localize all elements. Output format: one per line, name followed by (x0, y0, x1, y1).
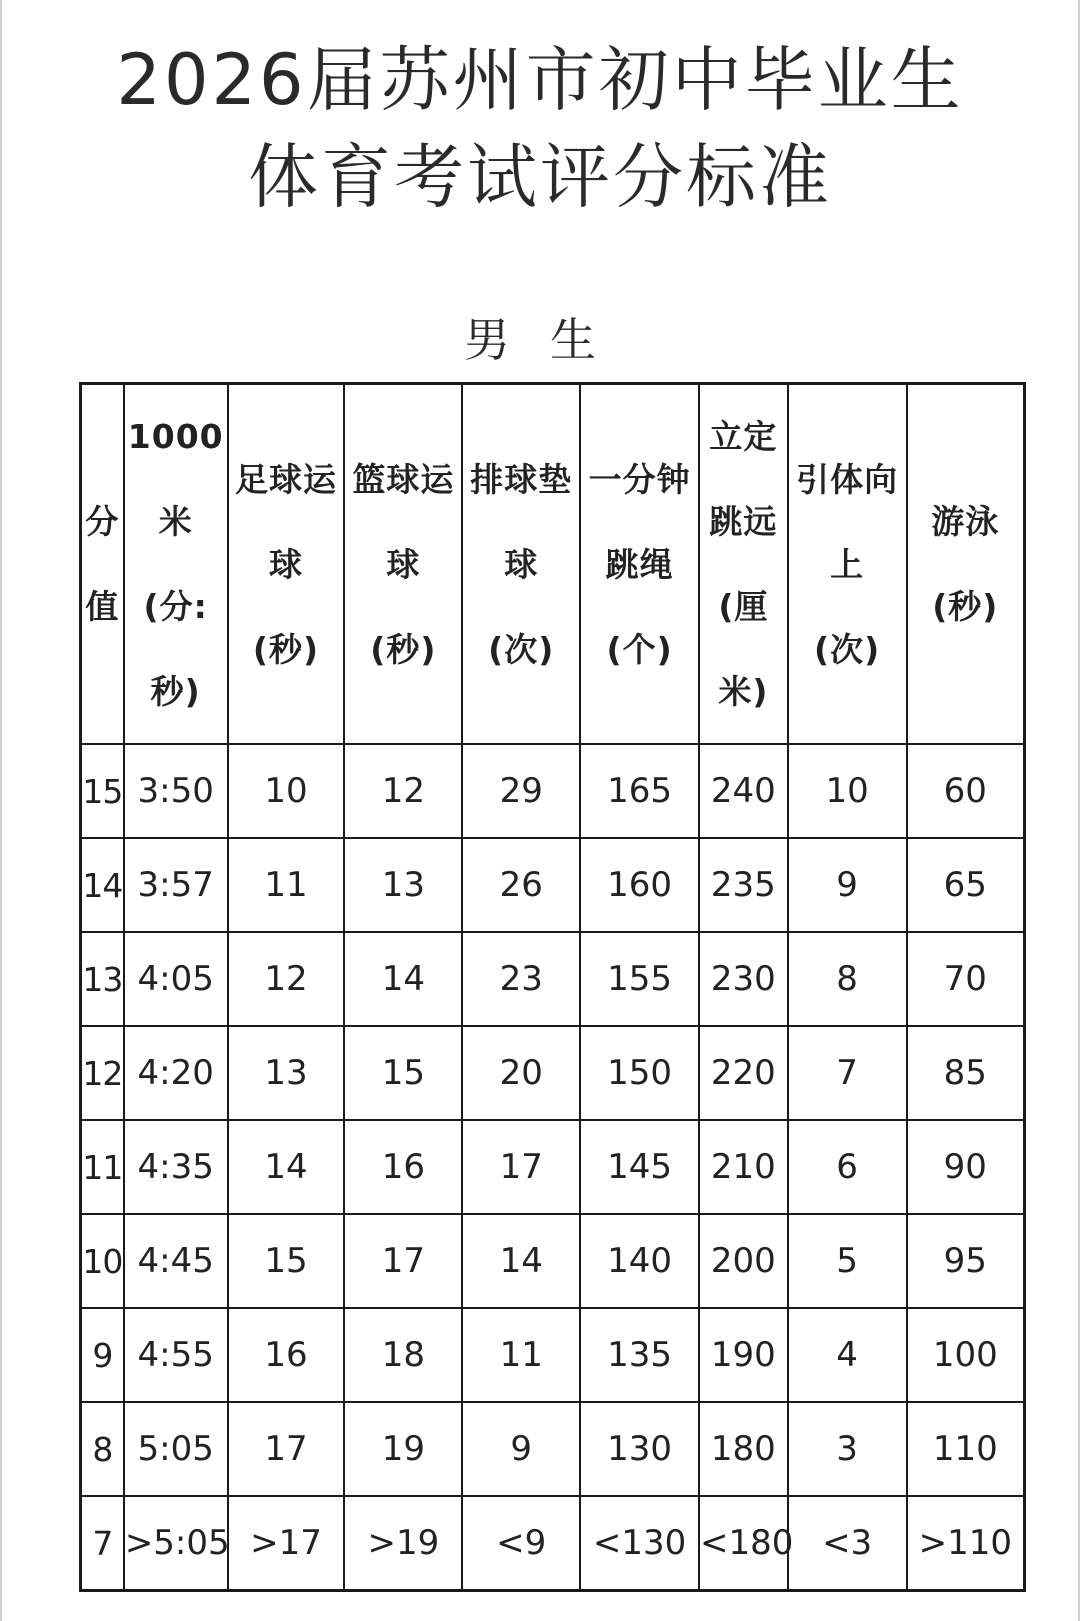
table-cell: 100 (907, 1308, 1025, 1402)
table-cell: 150 (580, 1026, 699, 1120)
table-cell: 17 (228, 1402, 345, 1496)
section-subtitle: 男生 (464, 313, 636, 367)
table-cell: 15 (228, 1214, 345, 1308)
table-cell: >17 (228, 1496, 345, 1591)
table-cell: 7 (81, 1496, 124, 1591)
table-cell: <3 (788, 1496, 907, 1591)
table-cell: 4 (788, 1308, 907, 1402)
table-cell: 4:20 (124, 1026, 228, 1120)
table-cell: 12 (344, 744, 462, 838)
table-cell: 130 (580, 1402, 699, 1496)
table-row (81, 932, 1025, 1026)
table-cell: 10 (788, 744, 907, 838)
table-cell: 17 (462, 1120, 580, 1214)
table-cell: 60 (907, 744, 1025, 838)
table-cell: 110 (907, 1402, 1025, 1496)
table-cell: 145 (580, 1120, 699, 1214)
header-volleyball-bump: 排球垫 球 (次) (462, 384, 580, 745)
table-cell: 14 (462, 1214, 580, 1308)
table-cell: 15 (344, 1026, 462, 1120)
table-cell: 85 (907, 1026, 1025, 1120)
table-cell: 4:05 (124, 932, 228, 1026)
table-cell: 13 (228, 1026, 345, 1120)
table-header-row (81, 384, 1025, 745)
header-score: 分 值 (81, 384, 124, 745)
table-cell: 8 (788, 932, 907, 1026)
table-cell: 17 (344, 1214, 462, 1308)
table-row (81, 1308, 1025, 1402)
table-cell: <9 (462, 1496, 580, 1591)
table-cell: <130 (580, 1496, 699, 1591)
table-row (81, 838, 1025, 932)
table-cell: 12 (81, 1026, 124, 1120)
table-cell: 12 (228, 932, 345, 1026)
table-cell: 14 (81, 838, 124, 932)
table-cell: 20 (462, 1026, 580, 1120)
table-cell: 65 (907, 838, 1025, 932)
table-cell: 165 (580, 744, 699, 838)
table-cell: 9 (462, 1402, 580, 1496)
table-cell: 200 (699, 1214, 788, 1308)
table-cell: 180 (699, 1402, 788, 1496)
table-cell: 90 (907, 1120, 1025, 1214)
table-cell: 26 (462, 838, 580, 932)
table-cell: 5:05 (124, 1402, 228, 1496)
table-cell: 9 (81, 1308, 124, 1402)
table-cell: 18 (344, 1308, 462, 1402)
table-cell: 11 (462, 1308, 580, 1402)
header-1000m: 1000 米 (分: 秒) (124, 384, 228, 745)
table-cell: 3 (788, 1402, 907, 1496)
table-cell: 8 (81, 1402, 124, 1496)
score-standard-table (79, 382, 1026, 1592)
table-cell: 13 (81, 932, 124, 1026)
table-row (81, 1120, 1025, 1214)
table-cell: 10 (81, 1214, 124, 1308)
table-cell: 5 (788, 1214, 907, 1308)
table-cell: 15 (81, 744, 124, 838)
table-cell: 14 (228, 1120, 345, 1214)
table-cell: 4:45 (124, 1214, 228, 1308)
header-football-dribble: 足球运 球 (秒) (228, 384, 345, 745)
page-title-line-2: 体育考试评分标准 (248, 136, 832, 218)
table-cell: 4:35 (124, 1120, 228, 1214)
table-cell: 29 (462, 744, 580, 838)
table-cell: 13 (344, 838, 462, 932)
table-row (81, 1496, 1025, 1591)
table-cell: >110 (907, 1496, 1025, 1591)
table-cell: 11 (81, 1120, 124, 1214)
table-cell: 235 (699, 838, 788, 932)
table-cell: 6 (788, 1120, 907, 1214)
table-row (81, 1402, 1025, 1496)
header-standing-long-jump: 立定 跳远 (厘 米) (699, 384, 788, 745)
table-row (81, 744, 1025, 838)
table-cell: 14 (344, 932, 462, 1026)
table-cell: 220 (699, 1026, 788, 1120)
table-cell: 190 (699, 1308, 788, 1402)
table-cell: 19 (344, 1402, 462, 1496)
table-row (81, 1026, 1025, 1120)
table-cell: 16 (228, 1308, 345, 1402)
table-cell: 4:55 (124, 1308, 228, 1402)
table-cell: 95 (907, 1214, 1025, 1308)
table-cell: 3:50 (124, 744, 228, 838)
table-cell: 240 (699, 744, 788, 838)
table-cell: 135 (580, 1308, 699, 1402)
table-cell: 140 (580, 1214, 699, 1308)
table-cell: >5:05 (124, 1496, 228, 1591)
table-cell: 11 (228, 838, 345, 932)
table-cell: 160 (580, 838, 699, 932)
table-cell: 10 (228, 744, 345, 838)
table-cell: 70 (907, 932, 1025, 1026)
table-cell: 9 (788, 838, 907, 932)
table-cell: 155 (580, 932, 699, 1026)
table-cell: 230 (699, 932, 788, 1026)
table-row (81, 1214, 1025, 1308)
header-pull-ups: 引体向 上 (次) (788, 384, 907, 745)
table-cell: 210 (699, 1120, 788, 1214)
table-cell: <180 (699, 1496, 788, 1591)
table-cell: 23 (462, 932, 580, 1026)
table-cell: >19 (344, 1496, 462, 1591)
table-cell: 7 (788, 1026, 907, 1120)
table-cell: 16 (344, 1120, 462, 1214)
table-cell: 3:57 (124, 838, 228, 932)
header-jump-rope: 一分钟 跳绳 (个) (580, 384, 699, 745)
header-swimming: 游泳 (秒) (907, 384, 1025, 745)
page-title-line-1: 2026届苏州市初中毕业生 (116, 39, 964, 121)
header-basketball-dribble: 篮球运 球 (秒) (344, 384, 462, 745)
